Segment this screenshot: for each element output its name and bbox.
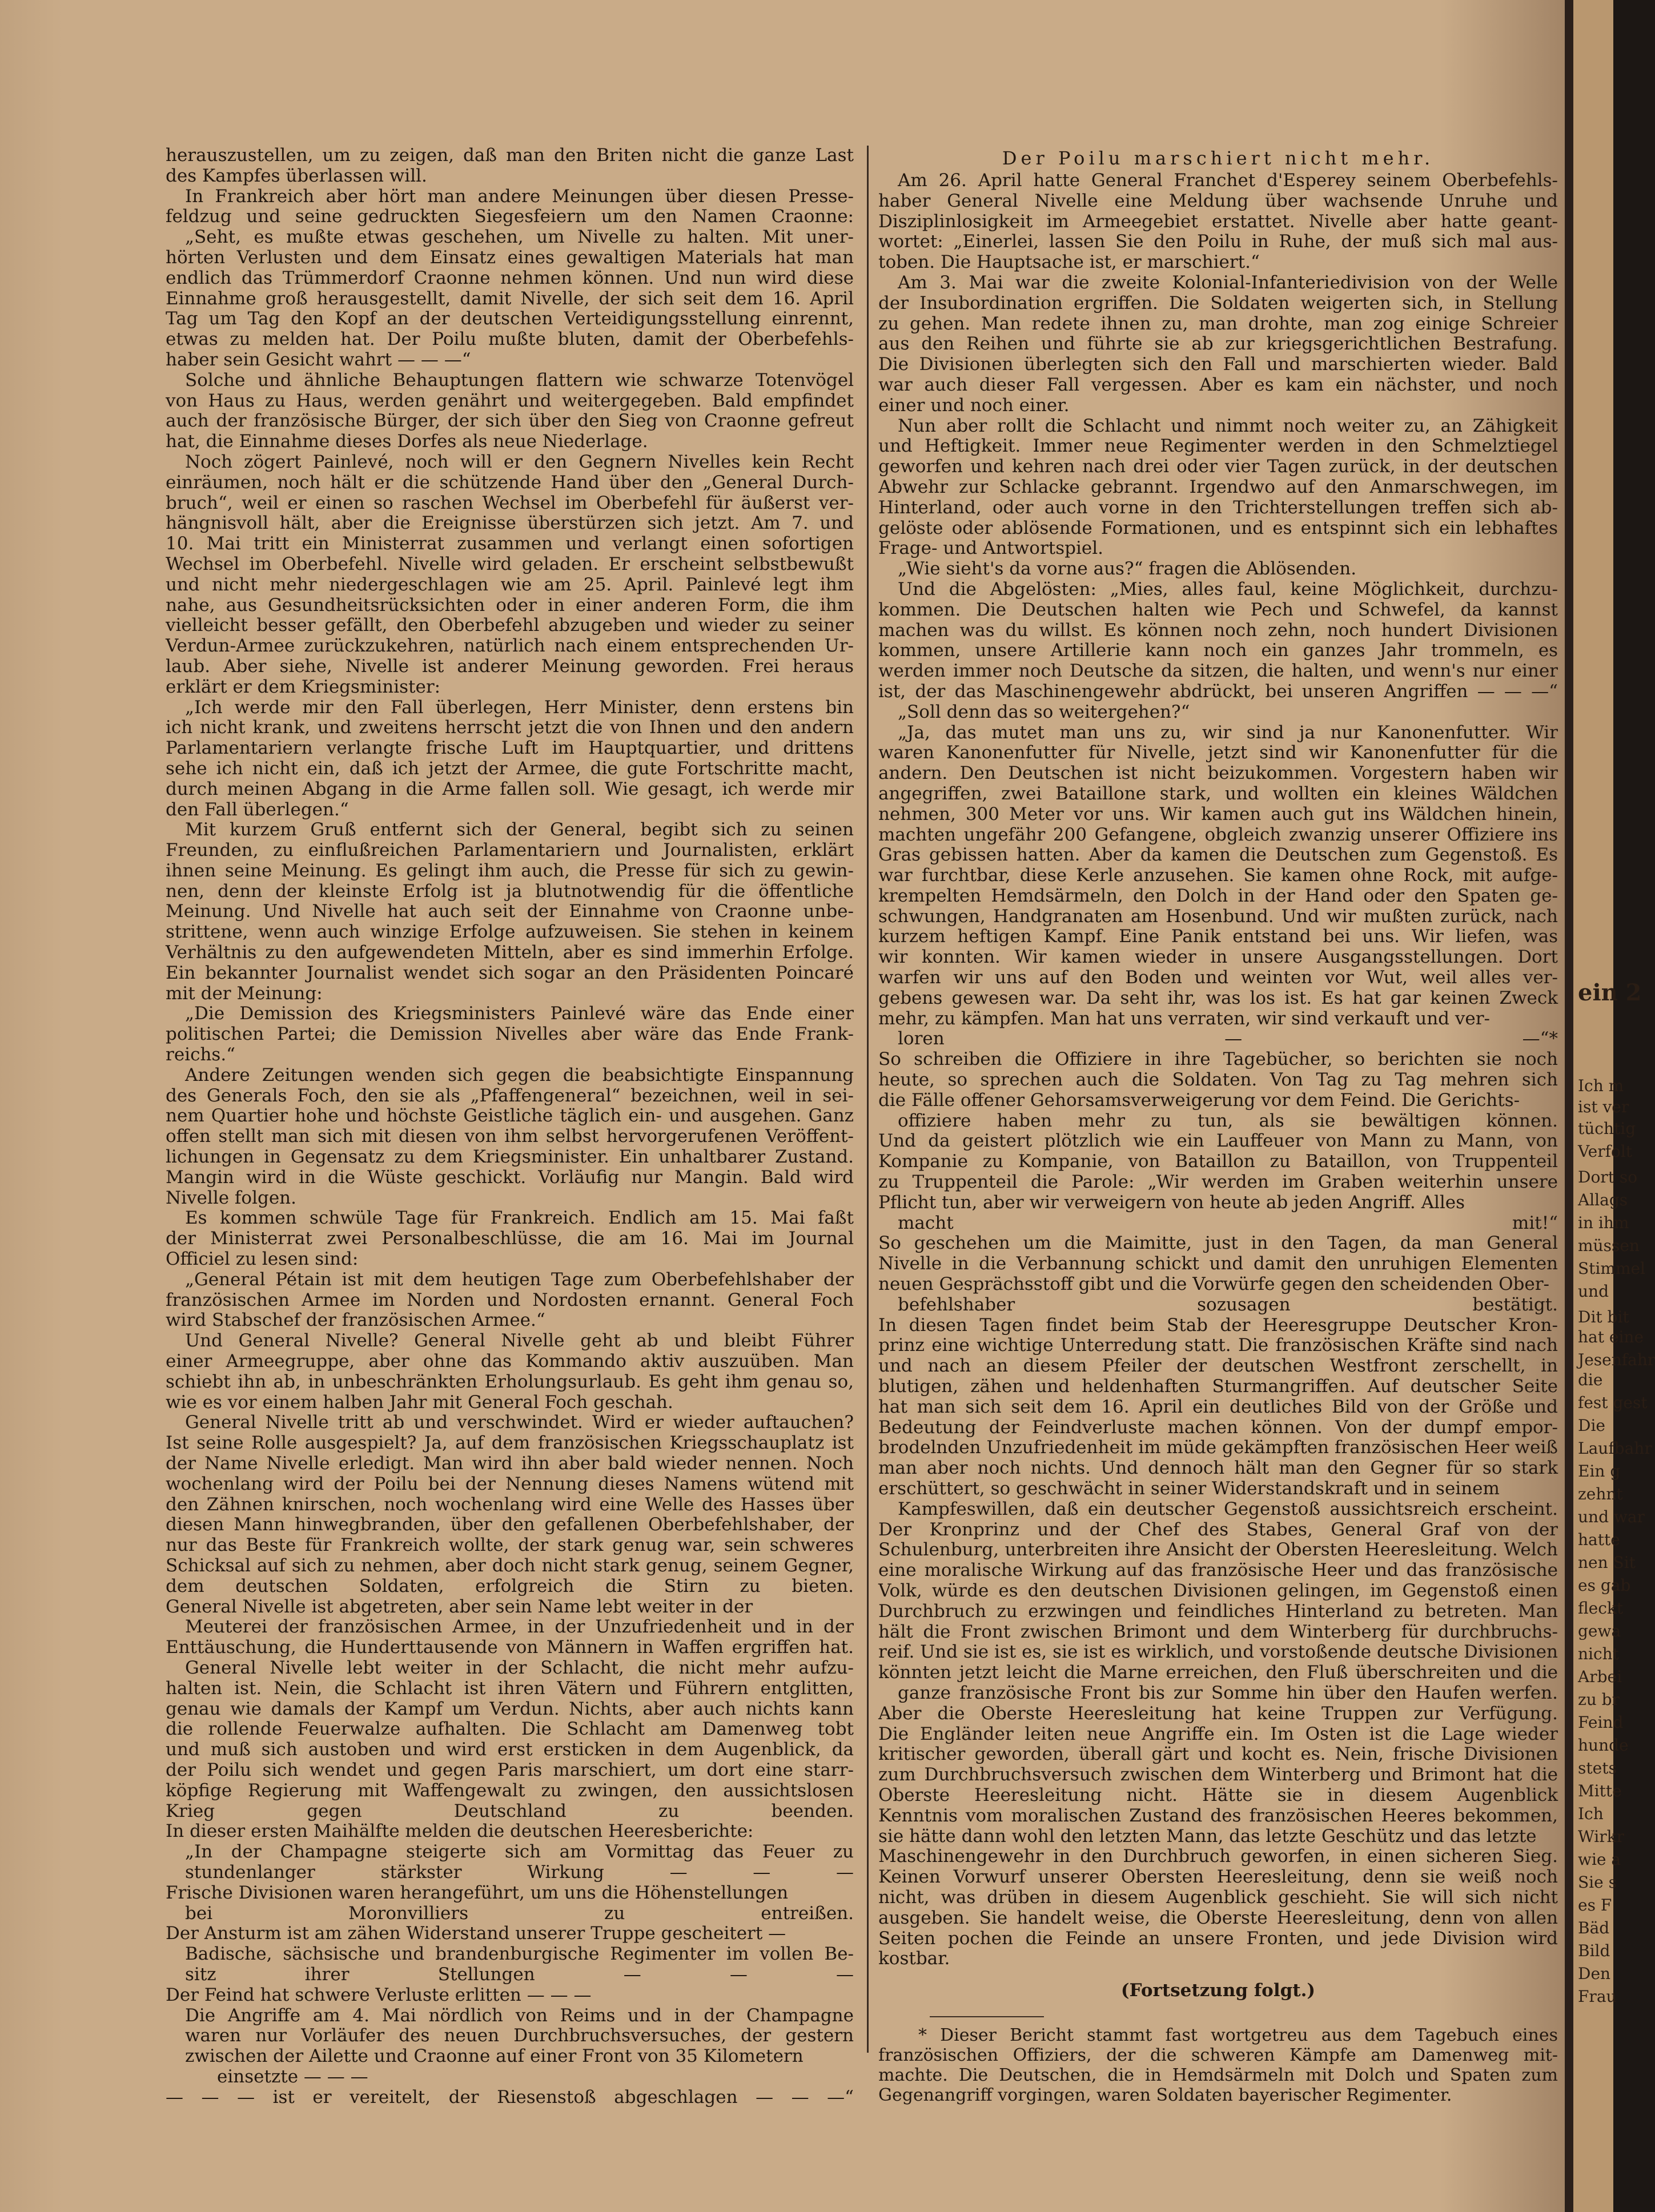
footnote-line: * Dieser Bericht stammt fast wortgetreu aus dem Tagebuch eines	[918, 2025, 1558, 2046]
text-line: 10. Mai tritt ein Ministerrat zusammen und verlangt einen sofortigen	[166, 533, 854, 554]
right-column-body	[878, 171, 1558, 1969]
text-line: kurzem heftigen Kampf. Eine Panik entstand bei uns. Wir liefen, was	[878, 926, 1558, 947]
text-line: vielleicht besser gefällt, den Oberbefehl abzugeben und wieder zu seiner	[166, 615, 854, 636]
text-line: Solche und ähnliche Behauptungen flattern wie schwarze Totenvögel	[185, 369, 854, 391]
text-line: Schulenburg, unterbreiten ihre Ansicht der Obersten Heeresleitung. Welch	[878, 1539, 1558, 1561]
footnote	[878, 2025, 1558, 2105]
text-line: ich nicht krank, und zweitens herrscht jetzt die von Ihnen und den andern	[166, 717, 854, 738]
text-line: Meuterei der französischen Armee, in der Unzufriedenheit und in der	[185, 1616, 854, 1638]
adjacent-page-text-fragment: zehnt	[1578, 1485, 1623, 1503]
adjacent-page-text-fragment: fleckt	[1578, 1599, 1624, 1618]
footnote-line: französischen Offiziers, der die schweren Kämpfe am Damenweg mit-	[878, 2045, 1558, 2066]
text-line: „Seht, es mußte etwas geschehen, um Nivelle zu halten. Mit uner-	[185, 227, 854, 248]
adjacent-page-text-fragment: und	[1578, 1282, 1609, 1301]
continued-note: (Fortsetzung folgt.)	[1120, 1980, 1316, 2001]
text-line: befehlshaber sozusagen bestätigt.	[898, 1294, 1558, 1315]
text-line: zu Truppenteil die Parole: „Wir werden im Graben weiterhin unsere	[878, 1172, 1558, 1193]
text-line: eine moralische Wirkung auf das französische Heer und das französische	[878, 1560, 1558, 1581]
text-line: der Ministerrat zwei Personalbeschlüsse, die am 16. Mai im Journal	[166, 1228, 854, 1249]
adjacent-page-text-fragment: Verfolt	[1578, 1142, 1633, 1161]
column-divider	[867, 146, 869, 2053]
text-line: kritischer geworden, überall gärt und kocht es. Nein, frische Divisionen	[878, 1744, 1558, 1765]
adjacent-page-text-fragment: hatte	[1578, 1530, 1620, 1549]
text-line: gelöste oder ablösende Formationen, und es entspinnt sich ein lebhaftes	[878, 517, 1558, 538]
text-line: angegriffen, zwei Bataillone stark, und wollten ein kleines Wäldchen	[878, 783, 1558, 804]
text-line: machen was du willst. Es können noch zehn, noch hundert Divisionen	[878, 620, 1558, 641]
text-line: und nach an diesem Pfeiler der deutschen Westfront zerschellt, in	[878, 1356, 1558, 1377]
text-line: werden immer noch Deutsche da sitzen, die halten, und wenn's nur einer	[878, 661, 1558, 682]
text-line: Und General Nivelle? General Nivelle geht ab und bleibt Führer	[185, 1330, 854, 1352]
text-line: Freunden, zu einflußreichen Parlamentariern und Journalisten, erklärt	[166, 840, 854, 861]
text-line: kommen, unsere Artillerie kann noch ein ganzes Jahr trommeln, es	[878, 640, 1558, 661]
text-line: Und da geistert plötzlich wie ein Lauffeuer von Mann zu Mann, von	[878, 1131, 1558, 1152]
adjacent-page-text-fragment: Wirkr	[1578, 1827, 1624, 1846]
text-line: ist, der das Maschinengewehr abdrückt, bei unseren Angriffen — — —“	[878, 681, 1558, 702]
text-line: nehmen, 300 Meter vor uns. Wir kamen auch gut ins Wäldchen hinein,	[878, 803, 1558, 825]
text-line: Und die Abgelösten: „Mies, alles faul, keine Möglichkeit, durchzu-	[898, 578, 1558, 600]
text-line: Nun aber rollt die Schlacht und nimmt noch weiter zu, an Zähigkeit	[898, 415, 1558, 436]
text-line: lichungen in Gegensatz zu dem Kriegsminister. Ein unhaltbarer Zustand.	[166, 1147, 854, 1168]
adjacent-page-text-fragment: Arbei	[1578, 1667, 1622, 1686]
text-line: Am 26. April hatte General Franchet d'Esperey seinem Oberbefehls-	[898, 170, 1558, 191]
section-heading: Der Poilu marschiert nicht mehr.	[1002, 147, 1435, 169]
text-line: General Nivelle ist abgetreten, aber sein Name lebt weiter in der	[166, 1596, 753, 1617]
text-line: brodelnden Unzufriedenheit im müde gekämpften französischen Heer weiß	[878, 1437, 1558, 1458]
text-line: diesen Mann hinwegbranden, über den gefallenen Oberbefehlshaber, der	[166, 1514, 854, 1535]
text-line: war furchtbar, diese Kerle anzusehen. Sie kamen ohne Rock, mit aufge-	[878, 865, 1558, 886]
text-line: könnten jetzt leicht die Marne erreichen, den Fluß überschreiten und die	[878, 1662, 1558, 1683]
text-line: Oberste Heeresleitung nicht. Hätte sie in diesem Augenblick	[878, 1784, 1558, 1805]
left-text-column	[166, 146, 854, 2108]
text-line: zum Durchbruchsversuch zwischen dem Winterberg und Brimont hat die	[878, 1764, 1558, 1785]
text-line: neuen Gesprächsstoff gibt und die Vorwürfe gegen den scheidenden Ober-	[878, 1274, 1550, 1295]
text-line: nur das Beste für Frankreich wollte, der stark genug war, sein schweres	[166, 1535, 854, 1556]
text-line: der Name Nivelle erledigt. Man wird ihn aber bald wieder nennen. Noch	[166, 1453, 854, 1474]
text-line: durch meinen Abgang in die Arme fallen soll. Wie gesagt, ich werde mir	[166, 778, 854, 799]
text-line: Einnahme groß herausgestellt, damit Nivelle, der sich seit dem 16. April	[166, 288, 854, 309]
footnote-line: Gegenangriff vorgingen, waren Soldaten bayerischer Regimenter.	[878, 2085, 1452, 2106]
text-line: „Die Demission des Kriegsministers Painlevé wäre das Ende einer	[185, 1003, 854, 1024]
text-line: mit der Meinung:	[166, 983, 323, 1004]
text-line: laub. Aber siehe, Nivelle ist anderer Meinung geworden. Frei heraus	[166, 655, 854, 677]
footnote-rule	[930, 2016, 1044, 2017]
text-line: Die Engländer leiten neue Angriffe ein. Im Osten ist die Lage wieder	[878, 1723, 1558, 1744]
text-line: einer und noch einer.	[878, 395, 1070, 416]
text-line: hängnisvoll hält, aber die Ereignisse überstürzen sich jetzt. Am 7. und	[166, 513, 854, 534]
text-line: Ein bekannter Journalist wendet sich sogar an den Präsidenten Poincaré	[166, 962, 854, 983]
text-line: Bedeutung der Feindverluste machen können. Von der dumpf empor-	[878, 1417, 1558, 1438]
text-line: Parlamentariern verlangte frische Luft im Hauptquartier, und drittens	[166, 738, 854, 759]
text-line: In dieser ersten Maihälfte melden die deutschen Heeresberichte:	[166, 1821, 754, 1842]
text-line: Enttäuschung, die Hunderttausende von Männern in Waffen ergriffen hat.	[166, 1637, 854, 1658]
text-line: etwas zu melden hat. Der Poilu mußte bluten, damit der Oberbefehls-	[166, 329, 854, 350]
text-line: schiebt ihn ab, in unbeschränkten Erholungsurlaub. Es geht ihm genau so,	[166, 1371, 854, 1392]
text-line: Kompanie zu Kompanie, von Bataillon zu Bataillon, von Truppenteil	[878, 1151, 1558, 1172]
adjacent-page-text-fragment: gewa	[1578, 1622, 1621, 1640]
text-line: auch der französische Bürger, der sich über den Sieg von Craonne gefreut	[166, 411, 854, 432]
adjacent-page-text-fragment: wie a	[1578, 1850, 1621, 1869]
text-line: ihnen seine Meinung. Es gelingt ihm auch, die Presse für sich zu gewin-	[166, 860, 854, 881]
text-line: war auch dieser Fall vergessen. Aber es kam ein nächster, und noch	[878, 374, 1558, 395]
text-line: Keinen Vorwurf unserer Obersten Heeresleitung, denn sie weiß noch	[878, 1867, 1558, 1888]
text-line: wie es vor einem halben Jahr mit General Foch geschah.	[166, 1391, 673, 1413]
adjacent-page-text-fragment: zu br	[1578, 1690, 1620, 1709]
text-line: des Kampfes überlassen will.	[166, 165, 427, 186]
text-line: bei Moronvilliers zu entreißen.	[185, 1903, 854, 1924]
text-line: So schreiben die Offiziere in ihre Tagebücher, so berichten sie noch	[878, 1049, 1558, 1070]
page-gutter	[1565, 0, 1573, 2212]
text-line: Verdun-Armee zurückzukehren, natürlich nach einem entsprechenden Ur-	[166, 636, 854, 657]
text-line: köpfige Regierung mit Waffengewalt zu zwingen, den aussichtslosen	[166, 1780, 854, 1801]
text-line: haber General Nivelle eine Meldung über wachsende Unruhe und	[878, 190, 1558, 211]
text-line: Maschinengewehr in den Durchbruch geworfen, in einen sicheren Sieg.	[878, 1846, 1558, 1867]
text-line: Andere Zeitungen wenden sich gegen die beabsichtigte Einspannung	[185, 1064, 854, 1085]
adjacent-page-text-fragment: es F	[1578, 1896, 1612, 1915]
adjacent-page-text-fragment: Laufbahr	[1578, 1439, 1652, 1458]
text-line: der Poilu sich wendet und gegen Paris marschiert, um dort eine starr-	[166, 1759, 854, 1780]
text-line: geworfen und kehren nach drei oder vier Tagen zurück, in der deutschen	[878, 456, 1558, 477]
text-line: General Nivelle tritt ab und verschwindet. Wird er wieder auftauchen?	[185, 1412, 854, 1433]
text-line: der Insubordination ergriffen. Die Soldaten weigerten sich, in Stellung	[878, 292, 1558, 313]
text-line: sehe ich nicht ein, daß ich jetzt der Armee, die gute Fortschritte macht,	[166, 758, 854, 779]
text-line: Mangin wird in die Wüste geschickt. Vorläufig nur Mangin. Bald wird	[166, 1167, 854, 1188]
adjacent-page-text-fragment: Den	[1578, 1964, 1611, 1983]
text-line: nen, denn der kleinste Erfolg ist ja blutnotwendig für die öffentliche	[166, 880, 854, 902]
adjacent-page-text-fragment: nen Sit	[1578, 1553, 1636, 1572]
text-line: blutigen, zähen und heldenhaften Sturmangriffen. Auf deutscher Seite	[878, 1376, 1558, 1397]
text-line: „In der Champagne steigerte sich am Vormittag das Feuer zu	[185, 1841, 854, 1863]
text-line: Abwehr zur Schlacke gebrannt. Irgendwo auf den Anmarschwegen, im	[878, 476, 1558, 497]
adjacent-page-text-fragment: nicht	[1578, 1644, 1619, 1663]
adjacent-page-text-fragment: fest gest	[1578, 1393, 1648, 1412]
adjacent-page-text-fragment: Die	[1578, 1416, 1605, 1435]
text-line: sitz ihrer Stellungen — — —	[185, 1964, 854, 1985]
text-line: heute, so sprechen auch die Soldaten. Von Tag zu Tag mehren sich	[878, 1069, 1558, 1091]
text-line: Pflicht tun, aber wir verweigern von heute ab jeden Angriff. Alles	[878, 1192, 1465, 1213]
text-line: offiziere haben mehr zu tun, als sie bewältigen können.	[898, 1110, 1558, 1131]
text-line: feldzug und seine gedruckten Siegesfeiern um den Namen Craonne:	[166, 206, 854, 227]
text-line: Die Divisionen überlegten sich den Fall und marschierten wieder. Bald	[878, 354, 1558, 375]
text-line: Der Kronprinz und der Chef des Stabes, General Graf von der	[878, 1519, 1558, 1540]
text-line: Gras gebissen hatten. Aber da kamen die Deutschen zum Gegenstoß. Es	[878, 844, 1558, 866]
text-line: machten ungefähr 200 Gefangene, obgleich zwanzig unserer Offiziere ins	[878, 824, 1558, 845]
text-line: zu gehen. Man redete ihnen zu, man drohte, man zog einige Schreier	[878, 313, 1558, 334]
text-line: Tag um Tag den Kopf an der deutschen Verteidigungsstellung einrennt,	[166, 308, 854, 329]
text-line: die rollende Feuerwalze aufhalten. Die Schlacht am Damenweg tobt	[166, 1719, 854, 1740]
adjacent-page-text-fragment: Mitte	[1578, 1781, 1622, 1800]
text-line: dem deutschen Soldaten, erfolgreich die Stirn zu bieten.	[166, 1575, 854, 1596]
text-line: Aber die Oberste Heeresleitung hat keine Truppen zur Verfügung.	[878, 1703, 1558, 1724]
text-line: Nivelle folgen.	[166, 1187, 296, 1208]
text-line: hat, die Einnahme dieses Dorfes als neue Niederlage.	[166, 431, 648, 452]
text-line: Der Ansturm ist am zähen Widerstand unserer Truppe gescheitert —	[166, 1923, 786, 1944]
text-line: die Fälle offener Gehorsamsverweigerung vor dem Feind. Die Gerichts-	[878, 1089, 1520, 1111]
text-line: Disziplinlosigkeit im Armeegebiet erstattet. Nivelle aber hatte geant-	[878, 211, 1558, 232]
text-line: Schicksal auf sich zu nehmen, aber doch nicht stark genug, seinem Gegner,	[166, 1555, 854, 1576]
adjacent-page-text-fragment: Dort so	[1578, 1168, 1638, 1187]
text-line: wochenlang wird der Poilu bei der Nennung dieses Namens wütend mit	[166, 1473, 854, 1494]
adjacent-page-text-fragment: Bild	[1578, 1941, 1610, 1960]
text-line: nahe, aus Gesundheitsrücksichten oder in einer anderen Form, die ihm	[166, 594, 854, 616]
text-line: bruch“, weil er einen so raschen Wechsel im Oberbefehl für äußerst ver-	[166, 492, 854, 513]
text-line: Der Feind hat schwere Verluste erlitten — — —	[166, 1984, 592, 2005]
text-line: Kampfeswillen, daß ein deutscher Gegenstoß aussichtsreich erscheint.	[898, 1498, 1558, 1519]
text-line: kostbar.	[878, 1948, 950, 1969]
text-line: von Haus zu Haus, werden genährt und weitergegeben. Bald empfindet	[166, 390, 854, 411]
text-line: politischen Partei; die Demission Nivelles aber wäre das Ende Frank-	[166, 1024, 854, 1045]
text-line: Frische Divisionen waren herangeführt, um uns die Höhenstellungen	[166, 1882, 789, 1903]
adjacent-page-text-fragment: ist ver	[1578, 1097, 1629, 1116]
text-line: und muß sich austoben und wird erst ersticken in dem Augenblick, da	[166, 1739, 854, 1760]
text-line: Verhältnis zu den aufgewendeten Mitteln, aber es sind immerhin Erfolge.	[166, 942, 854, 963]
adjacent-page-text-fragment: und war	[1578, 1507, 1645, 1526]
adjacent-page-text-fragment: Ich	[1578, 1804, 1604, 1823]
text-line: stundenlanger stärkster Wirkung — — —	[185, 1861, 854, 1883]
footnote-line: machte. Die Deutschen, die in Hemdsärmeln mit Dolch und Spaten zum	[878, 2065, 1558, 2086]
text-line: kommen. Die Deutschen halten wie Pech und Schwefel, da kannst	[878, 599, 1558, 620]
text-line: nicht, was drüben in diesem Augenblick geschieht. Sie will sich nicht	[878, 1887, 1558, 1908]
text-line: Am 3. Mai war die zweite Kolonial-Infanteriedivision von der Welle	[898, 272, 1558, 293]
text-line: macht mit!“	[898, 1212, 1558, 1233]
adjacent-page-text-fragment: Jesenfahr	[1578, 1350, 1655, 1369]
text-line: waren Kanonenfutter für Nivelle, jetzt sind wir Kanonenfutter für die	[878, 742, 1558, 763]
text-line: General Nivelle lebt weiter in der Schlacht, die nicht mehr aufzu-	[185, 1657, 854, 1678]
text-line: einer Armeegruppe, aber ohne das Kommando aktiv auszuüben. Man	[166, 1351, 854, 1372]
text-line: hat man sich seit dem 16. April ein deutliches Bild von der Größe und	[878, 1396, 1558, 1417]
text-line: aus den Reihen und führte sie ab zur kriegsgerichtlichen Bestrafung.	[878, 333, 1558, 355]
text-line: erschüttert, so geschwächt in seiner Widerstandskraft und in seinem	[878, 1478, 1500, 1499]
adjacent-page-text-fragment: Ein g	[1578, 1462, 1621, 1481]
text-line: wird Stabschef der französischen Armee.“	[166, 1310, 545, 1331]
text-line: Meinung. Und Nivelle hat auch seit der Einnahme von Craonne unbe-	[166, 901, 854, 922]
adjacent-page-text-fragment: stets	[1578, 1759, 1617, 1777]
text-line: „Ich werde mir den Fall überlegen, Herr Minister, denn erstens bin	[185, 697, 854, 718]
text-line: mehr, zu kämpfen. Man hat uns verraten, wir sind verkauft und ver-	[878, 1008, 1491, 1029]
text-line: genau wie damals der Kampf um Verdun. Nichts, aber auch nichts kann	[166, 1698, 854, 1719]
text-line: einräumen, noch hält er die schützende Hand über den „General Durch-	[166, 472, 854, 493]
text-line: krempelten Hemdsärmeln, den Dolch in der Hand oder den Spaten ge-	[878, 885, 1558, 906]
text-line: hörten Verlusten und dem Einsatz eines gewaltigen Materials hat man	[166, 247, 854, 268]
text-line: Es kommen schwüle Tage für Frankreich. Endlich am 15. Mai faßt	[185, 1208, 854, 1229]
text-line: loren — —“*	[898, 1028, 1558, 1049]
text-line: andern. Den Deutschen ist nicht beizukommen. Vorgestern haben wir	[878, 763, 1558, 784]
text-line: Seiten pochen die Feinde an unsere Fronten, und jede Division wird	[878, 1928, 1558, 1949]
text-line: hält die Front zwischen Brimont und dem Winterberg für durchbruchs-	[878, 1621, 1558, 1642]
text-line: schwungen, Handgranaten am Hosenbund. Und wir mußten zurück, nach	[878, 906, 1558, 927]
adjacent-page-text-fragment: die	[1578, 1370, 1603, 1389]
adjacent-page-text-fragment: in ihm	[1578, 1213, 1629, 1232]
text-line: „Ja, das mutet man uns zu, wir sind ja nur Kanonenfutter. Wir	[898, 722, 1558, 743]
text-line: So geschehen um die Maimitte, just in den Tagen, da man General	[878, 1233, 1558, 1254]
text-line: Krieg gegen Deutschland zu beenden.	[166, 1800, 854, 1821]
text-line: man aber noch nichts. Und dennoch hält man den Gegner für so stark	[878, 1458, 1558, 1479]
text-line: erklärt er dem Kriegsminister:	[166, 676, 441, 697]
adjacent-page-text-fragment: Frau	[1578, 1987, 1617, 2006]
text-line: Durchbruch zu erzwingen und feindliches Hinterland zu betreten. Man	[878, 1600, 1558, 1622]
adjacent-page-text-fragment: tüchtig	[1578, 1119, 1636, 1138]
text-line: ganze französische Front bis zur Somme hin über den Haufen werfen.	[898, 1682, 1558, 1703]
text-line: reichs.“	[166, 1044, 236, 1065]
adjacent-page-text-fragment: hat eine	[1578, 1328, 1644, 1346]
text-line: Wechsel im Oberbefehl. Nivelle wird geladen. Er erscheint selbstbewußt	[166, 553, 854, 574]
text-line: Nivelle in die Verbannung schickt und damit den unruhigen Elementen	[878, 1253, 1558, 1274]
text-line: herauszustellen, um zu zeigen, daß man den Briten nicht die ganze Last	[166, 145, 854, 166]
text-line: In Frankreich aber hört man andere Meinungen über diesen Presse-	[185, 186, 854, 207]
text-line: toben. Die Hauptsache ist, er marschiert.“	[878, 252, 1260, 273]
text-line: Noch zögert Painlevé, noch will er den Gegnern Nivelles kein Recht	[185, 451, 854, 472]
text-line: Ist seine Rolle ausgespielt? Ja, auf dem französischen Kriegsschauplatz ist	[166, 1433, 854, 1454]
adjacent-page-text-fragment: Ich m	[1578, 1076, 1624, 1095]
text-line: strittene, wenn auch winzige Erfolge aufzuweisen. Sie stehen in keinem	[166, 922, 854, 943]
adjacent-page-text-fragment: Bäd	[1578, 1919, 1610, 1937]
text-line: ausgeben. Sie handelt weise, die Oberste Heeresleitung, denn von allen	[878, 1907, 1558, 1928]
text-line: In diesen Tagen findet beim Stab der Heeresgruppe Deutscher Kron-	[878, 1314, 1558, 1336]
text-line: wortet: „Einerlei, lassen Sie den Poilu in Ruhe, der muß sich mal aus-	[878, 231, 1558, 252]
text-line: „Wie sieht's da vorne aus?“ fragen die Ablösenden.	[898, 558, 1357, 580]
adjacent-page-text-fragment: Feind	[1578, 1713, 1624, 1732]
text-line: prinz eine wichtige Unterredung statt. Die französischen Kräfte sind nach	[878, 1335, 1558, 1356]
text-line: zwischen der Ailette und Craonne auf einer Front von 35 Kilometern	[185, 2046, 804, 2067]
text-line: Mit kurzem Gruß entfernt sich der General, begibt sich zu seinen	[185, 819, 854, 840]
text-line: reif. Und sie ist es, sie ist es wirklich, und vorstoßende deutsche Divisionen	[878, 1642, 1558, 1663]
adjacent-page-edge	[1573, 0, 1655, 2212]
text-line: gebens gewesen war. Da seht ihr, was los ist. Es hat gar keinen Zweck	[878, 987, 1558, 1008]
adjacent-page-text-fragment: hunde	[1578, 1736, 1629, 1755]
right-text-column	[878, 146, 1558, 2105]
text-line: nem Quartier hohe und höchste Geistliche täglich ein- und ausgehen. Ganz	[166, 1105, 854, 1127]
text-line: Hinterland, oder auch vorne in den Trichterstellungen treffen sich ab-	[878, 497, 1558, 518]
text-line: Die Angriffe am 4. Mai nördlich von Reims und in der Champagne	[185, 2005, 854, 2026]
text-line: offen stellt man sich mit diesen von ihm selbst hervorgerufenen Veröffent-	[166, 1126, 854, 1147]
text-line: einsetzte — — —	[217, 2066, 368, 2087]
adjacent-page-text-fragment: es gab	[1578, 1576, 1631, 1595]
text-line: wir konnten. Wir kamen wieder in unsere Ausgangsstellungen. Dort	[878, 947, 1558, 968]
text-line: und Heftigkeit. Immer neue Regimenter werden in den Schmelztiegel	[878, 436, 1558, 457]
text-line: und nicht mehr niedergeschlagen wie am 25. April. Painlevé legt ihm	[166, 574, 854, 595]
adjacent-page-text-fragment: Dit bit	[1578, 1308, 1629, 1326]
text-line: französischen Armee im Norden und Nordosten ernannt. General Foch	[166, 1289, 854, 1310]
adjacent-page-text-fragment: ein 2	[1578, 979, 1642, 1006]
text-line: Officiel zu lesen sind:	[166, 1249, 359, 1270]
text-line: haber sein Gesicht wahrt — — —“	[166, 349, 471, 370]
adjacent-page-text-fragment: Stimmel	[1578, 1259, 1646, 1278]
adjacent-page-text-fragment: Allags	[1578, 1191, 1628, 1209]
text-line: Kenntnis vom moralischen Zustand des französischen Heeres bekommen,	[878, 1805, 1558, 1826]
text-line: Badische, sächsische und brandenburgische Regimenter im vollen Be-	[185, 1944, 854, 1965]
text-line: sie hätte dann wohl den letzten Mann, das letzte Geschütz und das letzte	[878, 1825, 1537, 1847]
text-line: des Generals Foch, den sie als „Pfaffengeneral“ bezeichnen, weil in sei-	[166, 1085, 854, 1106]
adjacent-page-text-fragment: müssen	[1578, 1236, 1640, 1255]
text-line: „General Pétain ist mit dem heutigen Tage zum Oberbefehlshaber der	[185, 1269, 854, 1290]
text-line: Volk, würde es den deutschen Divisionen gelingen, im Gegenstoß einen	[878, 1580, 1558, 1601]
text-line: endlich das Trümmerdorf Craonne nehmen können. Und nun wird diese	[166, 267, 854, 288]
text-line: halten ist. Nein, die Schlacht ist ihren Vätern und Führern entglitten,	[166, 1678, 854, 1699]
text-line: den Fall überlegen.“	[166, 799, 349, 820]
text-line: Frage- und Antwortspiel.	[878, 538, 1104, 559]
text-line: warfen wir uns auf den Boden und weinten vor Wut, weil alles ver-	[878, 967, 1558, 988]
text-line: den Zähnen knirschen, noch wochenlang wird eine Welle des Hasses über	[166, 1494, 854, 1515]
text-line: „Soll denn das so weitergehen?“	[898, 701, 1190, 722]
text-line: — — — ist er vereitelt, der Riesenstoß abgeschlagen — — —“	[166, 2086, 854, 2108]
adjacent-page-text-fragment: Sie s	[1578, 1873, 1617, 1892]
text-line: waren nur Vorläufer des neuen Durchbruchsversuches, der gestern	[185, 2025, 854, 2046]
